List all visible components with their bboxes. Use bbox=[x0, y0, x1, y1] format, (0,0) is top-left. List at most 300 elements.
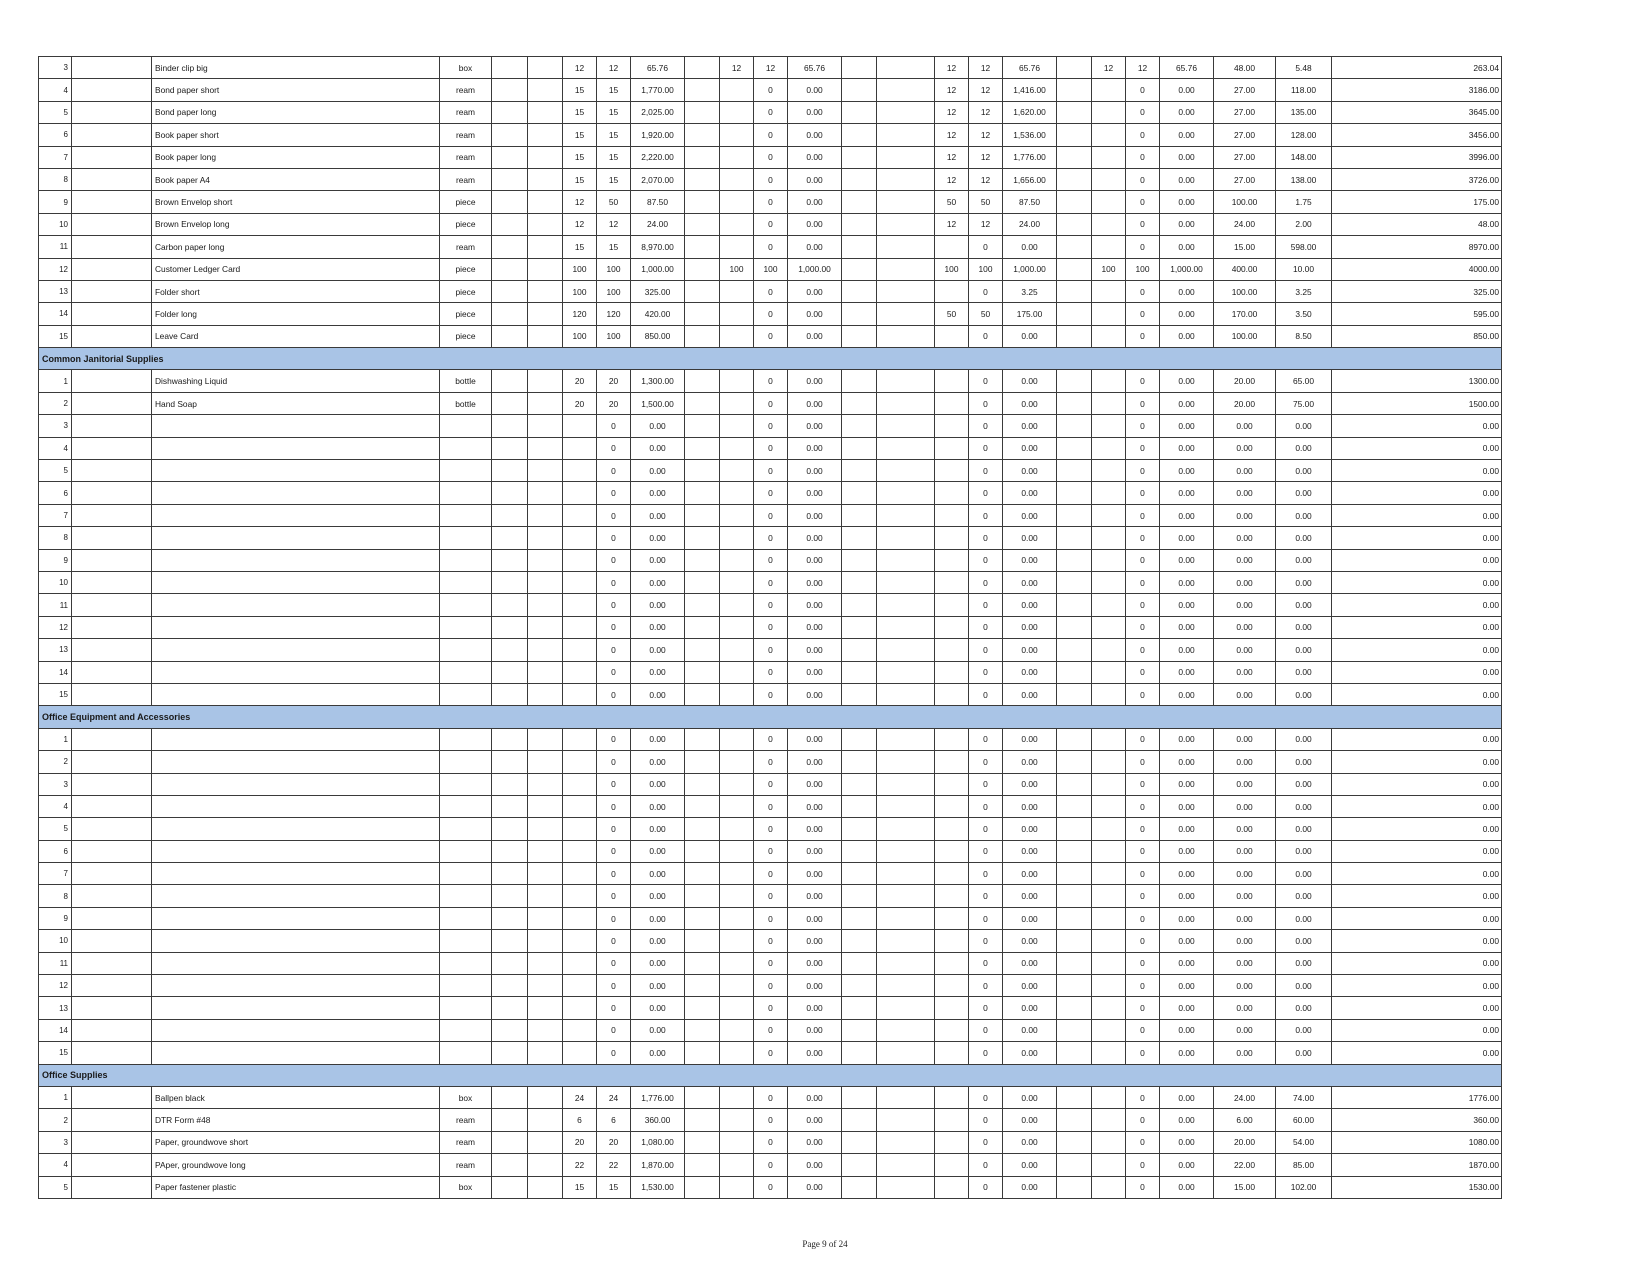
table-cell: 24.00 bbox=[1214, 213, 1276, 235]
row-total: 0.00 bbox=[1332, 773, 1502, 795]
table-cell: 0.00 bbox=[1160, 325, 1214, 347]
table-cell bbox=[842, 213, 877, 235]
table-cell bbox=[877, 728, 935, 750]
table-row bbox=[39, 236, 1502, 258]
table-cell bbox=[492, 124, 528, 146]
table-row bbox=[39, 728, 1502, 750]
table-cell bbox=[685, 1042, 720, 1064]
table-cell: 0 bbox=[754, 863, 788, 885]
row-number: 8 bbox=[39, 885, 72, 907]
table-cell: 120 bbox=[597, 303, 631, 325]
table-cell: 0.00 bbox=[1276, 437, 1332, 459]
table-cell: 22.00 bbox=[1214, 1154, 1276, 1176]
table-cell: 102.00 bbox=[1276, 1176, 1332, 1198]
table-cell: 0.00 bbox=[788, 303, 842, 325]
table-cell: 0 bbox=[1126, 460, 1160, 482]
table-cell: 0.00 bbox=[1276, 997, 1332, 1019]
table-cell: 0.00 bbox=[1214, 975, 1276, 997]
table-cell: 0 bbox=[969, 885, 1003, 907]
category-label: Office Supplies bbox=[39, 1064, 1502, 1086]
table-cell bbox=[935, 661, 969, 683]
table-cell bbox=[935, 392, 969, 414]
row-number: 7 bbox=[39, 504, 72, 526]
table-cell bbox=[1057, 795, 1092, 817]
table-cell: 0 bbox=[597, 616, 631, 638]
table-cell: 120 bbox=[563, 303, 597, 325]
row-total: 0.00 bbox=[1332, 930, 1502, 952]
table-cell: 0.00 bbox=[631, 549, 685, 571]
table-cell: 0.00 bbox=[788, 79, 842, 101]
row-total: 0.00 bbox=[1332, 1019, 1502, 1041]
table-cell: 12 bbox=[754, 57, 788, 79]
table-cell: 0.00 bbox=[1276, 930, 1332, 952]
row-total: 0.00 bbox=[1332, 795, 1502, 817]
table-cell bbox=[842, 482, 877, 504]
table-cell: 0 bbox=[597, 818, 631, 840]
table-cell: 0 bbox=[754, 795, 788, 817]
row-total: 0.00 bbox=[1332, 504, 1502, 526]
table-cell: 0 bbox=[1126, 728, 1160, 750]
table-cell bbox=[685, 1154, 720, 1176]
table-cell bbox=[877, 1131, 935, 1153]
row-total: 0.00 bbox=[1332, 482, 1502, 504]
table-cell bbox=[440, 863, 492, 885]
table-cell: 2,025.00 bbox=[631, 101, 685, 123]
table-cell: 15 bbox=[597, 1176, 631, 1198]
table-cell: 0 bbox=[754, 930, 788, 952]
table-row bbox=[39, 683, 1502, 705]
table-cell bbox=[720, 482, 754, 504]
table-cell: 0.00 bbox=[1003, 1176, 1057, 1198]
table-cell: 15 bbox=[563, 1176, 597, 1198]
table-cell bbox=[1057, 616, 1092, 638]
table-cell bbox=[1057, 751, 1092, 773]
table-cell: 0.00 bbox=[1160, 236, 1214, 258]
table-cell: 0 bbox=[969, 594, 1003, 616]
table-cell bbox=[528, 728, 563, 750]
table-cell bbox=[72, 482, 152, 504]
table-cell: 0.00 bbox=[1160, 751, 1214, 773]
table-cell bbox=[440, 1019, 492, 1041]
table-cell bbox=[440, 930, 492, 952]
table-cell: 65.76 bbox=[1160, 57, 1214, 79]
table-cell bbox=[935, 594, 969, 616]
table-cell: 0.00 bbox=[788, 616, 842, 638]
table-cell: 0.00 bbox=[1214, 549, 1276, 571]
table-cell: 0.00 bbox=[631, 952, 685, 974]
table-cell: 0.00 bbox=[788, 437, 842, 459]
table-cell bbox=[528, 997, 563, 1019]
table-cell bbox=[842, 370, 877, 392]
table-cell bbox=[72, 1131, 152, 1153]
table-cell: 0.00 bbox=[1003, 415, 1057, 437]
table-cell: 135.00 bbox=[1276, 101, 1332, 123]
table-row bbox=[39, 168, 1502, 190]
table-cell: 0.00 bbox=[788, 1042, 842, 1064]
table-cell: 0.00 bbox=[1160, 907, 1214, 929]
table-cell: 12 bbox=[969, 101, 1003, 123]
table-cell: 12 bbox=[969, 57, 1003, 79]
table-cell bbox=[1092, 549, 1126, 571]
row-number: 6 bbox=[39, 124, 72, 146]
table-cell: 0 bbox=[1126, 482, 1160, 504]
table-cell bbox=[685, 661, 720, 683]
item-unit: piece bbox=[440, 213, 492, 235]
table-cell bbox=[528, 639, 563, 661]
table-cell: 0 bbox=[754, 885, 788, 907]
table-cell bbox=[685, 1176, 720, 1198]
row-number: 4 bbox=[39, 79, 72, 101]
table-cell: 0.00 bbox=[1214, 795, 1276, 817]
table-cell bbox=[842, 1086, 877, 1108]
table-cell bbox=[1092, 482, 1126, 504]
table-cell: 0 bbox=[1126, 191, 1160, 213]
table-cell: 0 bbox=[754, 325, 788, 347]
item-description: Paper fastener plastic bbox=[152, 1176, 440, 1198]
table-row bbox=[39, 907, 1502, 929]
item-unit: box bbox=[440, 57, 492, 79]
table-cell: 0.00 bbox=[1003, 997, 1057, 1019]
table-cell bbox=[528, 1042, 563, 1064]
table-cell: 0 bbox=[1126, 1176, 1160, 1198]
table-cell bbox=[685, 952, 720, 974]
table-cell: 0 bbox=[969, 751, 1003, 773]
table-cell: 0.00 bbox=[1003, 639, 1057, 661]
table-cell bbox=[1057, 952, 1092, 974]
row-total: 0.00 bbox=[1332, 571, 1502, 593]
row-number: 11 bbox=[39, 952, 72, 974]
table-cell bbox=[685, 57, 720, 79]
row-total: 8970.00 bbox=[1332, 236, 1502, 258]
table-cell: 1,000.00 bbox=[1003, 258, 1057, 280]
table-cell: 0.00 bbox=[788, 728, 842, 750]
table-cell bbox=[720, 303, 754, 325]
table-cell bbox=[528, 303, 563, 325]
table-cell: 1,536.00 bbox=[1003, 124, 1057, 146]
table-cell: 0 bbox=[969, 863, 1003, 885]
table-cell: 0 bbox=[1126, 1042, 1160, 1064]
table-cell: 0.00 bbox=[1160, 460, 1214, 482]
table-cell: 0 bbox=[754, 818, 788, 840]
table-cell: 0.00 bbox=[1003, 571, 1057, 593]
table-cell: 0 bbox=[1126, 773, 1160, 795]
table-cell bbox=[842, 997, 877, 1019]
table-cell: 0 bbox=[969, 1154, 1003, 1176]
table-cell: 12 bbox=[597, 57, 631, 79]
table-cell bbox=[1092, 1176, 1126, 1198]
table-cell bbox=[1092, 1019, 1126, 1041]
row-total: 1500.00 bbox=[1332, 392, 1502, 414]
table-cell bbox=[935, 571, 969, 593]
table-cell: 0.00 bbox=[1160, 975, 1214, 997]
table-cell bbox=[72, 661, 152, 683]
item-description: Book paper long bbox=[152, 146, 440, 168]
table-cell bbox=[935, 1086, 969, 1108]
table-cell bbox=[685, 527, 720, 549]
table-cell bbox=[1092, 952, 1126, 974]
table-cell: 0.00 bbox=[1160, 124, 1214, 146]
table-cell bbox=[528, 1109, 563, 1131]
table-cell bbox=[492, 639, 528, 661]
table-cell: 0.00 bbox=[631, 907, 685, 929]
table-cell bbox=[492, 661, 528, 683]
table-cell: 6 bbox=[563, 1109, 597, 1131]
table-cell bbox=[492, 325, 528, 347]
table-cell: 118.00 bbox=[1276, 79, 1332, 101]
table-cell bbox=[935, 1154, 969, 1176]
table-cell bbox=[1057, 236, 1092, 258]
table-cell: 0.00 bbox=[1003, 930, 1057, 952]
table-cell: 0 bbox=[754, 571, 788, 593]
table-row bbox=[39, 930, 1502, 952]
table-cell bbox=[877, 527, 935, 549]
table-cell bbox=[492, 213, 528, 235]
table-cell bbox=[720, 728, 754, 750]
table-cell: 0 bbox=[1126, 594, 1160, 616]
table-cell: 0 bbox=[969, 616, 1003, 638]
table-cell bbox=[528, 460, 563, 482]
table-cell bbox=[685, 504, 720, 526]
item-description: Binder clip big bbox=[152, 57, 440, 79]
table-cell: 0 bbox=[597, 415, 631, 437]
table-cell: 0 bbox=[969, 818, 1003, 840]
table-cell: 0.00 bbox=[1276, 975, 1332, 997]
table-cell bbox=[842, 280, 877, 302]
table-cell bbox=[152, 728, 440, 750]
table-cell bbox=[440, 952, 492, 974]
table-cell: 0 bbox=[969, 527, 1003, 549]
table-cell: 0.00 bbox=[1214, 594, 1276, 616]
table-cell bbox=[877, 795, 935, 817]
row-number: 14 bbox=[39, 303, 72, 325]
table-cell bbox=[685, 639, 720, 661]
table-cell bbox=[720, 683, 754, 705]
table-cell bbox=[528, 79, 563, 101]
table-cell: 0.00 bbox=[788, 840, 842, 862]
table-cell: 15 bbox=[563, 168, 597, 190]
table-cell: 0.00 bbox=[1276, 460, 1332, 482]
table-cell: 0 bbox=[1126, 124, 1160, 146]
table-cell bbox=[877, 303, 935, 325]
table-cell bbox=[685, 751, 720, 773]
table-row bbox=[39, 661, 1502, 683]
row-total: 0.00 bbox=[1332, 952, 1502, 974]
row-number: 10 bbox=[39, 213, 72, 235]
table-cell: 0.00 bbox=[788, 639, 842, 661]
table-cell: 0.00 bbox=[1214, 997, 1276, 1019]
table-cell bbox=[72, 168, 152, 190]
table-cell: 0 bbox=[754, 683, 788, 705]
table-cell: 0 bbox=[754, 415, 788, 437]
table-cell: 0 bbox=[969, 1109, 1003, 1131]
table-cell bbox=[685, 392, 720, 414]
table-cell bbox=[528, 1019, 563, 1041]
row-total: 325.00 bbox=[1332, 280, 1502, 302]
table-cell: 0.00 bbox=[1276, 549, 1332, 571]
table-cell bbox=[528, 437, 563, 459]
table-cell bbox=[877, 1154, 935, 1176]
row-number: 5 bbox=[39, 1176, 72, 1198]
item-unit: piece bbox=[440, 303, 492, 325]
table-cell: 0.00 bbox=[631, 728, 685, 750]
table-cell bbox=[1057, 1176, 1092, 1198]
table-cell bbox=[1092, 213, 1126, 235]
table-cell: 12 bbox=[969, 168, 1003, 190]
table-cell bbox=[72, 952, 152, 974]
table-cell: 1,920.00 bbox=[631, 124, 685, 146]
table-cell bbox=[720, 863, 754, 885]
table-cell bbox=[720, 370, 754, 392]
page-footer: Page 9 of 24 bbox=[802, 1239, 848, 1249]
table-cell bbox=[935, 1109, 969, 1131]
table-cell bbox=[1092, 527, 1126, 549]
table-cell bbox=[492, 1086, 528, 1108]
table-cell bbox=[935, 818, 969, 840]
table-cell: 325.00 bbox=[631, 280, 685, 302]
table-cell bbox=[1057, 57, 1092, 79]
table-cell bbox=[152, 683, 440, 705]
table-cell: 0.00 bbox=[1160, 415, 1214, 437]
table-cell bbox=[528, 863, 563, 885]
table-cell bbox=[1092, 303, 1126, 325]
table-cell bbox=[152, 549, 440, 571]
table-cell: 0 bbox=[1126, 1154, 1160, 1176]
table-cell: 0.00 bbox=[1160, 818, 1214, 840]
row-total: 0.00 bbox=[1332, 728, 1502, 750]
table-cell bbox=[685, 191, 720, 213]
table-cell: 0.00 bbox=[788, 460, 842, 482]
table-cell: 0.00 bbox=[1276, 482, 1332, 504]
table-cell: 0.00 bbox=[1214, 840, 1276, 862]
table-row bbox=[39, 571, 1502, 593]
table-row bbox=[39, 1019, 1502, 1041]
table-cell bbox=[492, 975, 528, 997]
table-cell bbox=[152, 661, 440, 683]
table-cell bbox=[1092, 997, 1126, 1019]
table-cell bbox=[72, 325, 152, 347]
table-cell bbox=[720, 460, 754, 482]
table-cell: 2.00 bbox=[1276, 213, 1332, 235]
table-cell bbox=[1092, 683, 1126, 705]
table-cell: 0.00 bbox=[1276, 594, 1332, 616]
table-cell: 12 bbox=[969, 79, 1003, 101]
table-cell bbox=[72, 1176, 152, 1198]
row-total: 0.00 bbox=[1332, 885, 1502, 907]
table-cell: 0.00 bbox=[1003, 661, 1057, 683]
table-cell bbox=[1057, 1109, 1092, 1131]
table-cell bbox=[492, 1109, 528, 1131]
table-cell: 3.25 bbox=[1276, 280, 1332, 302]
table-cell bbox=[528, 191, 563, 213]
table-cell bbox=[877, 840, 935, 862]
table-cell bbox=[1092, 885, 1126, 907]
table-cell bbox=[877, 370, 935, 392]
table-cell bbox=[842, 303, 877, 325]
table-row bbox=[39, 997, 1502, 1019]
table-cell bbox=[877, 146, 935, 168]
table-cell bbox=[492, 751, 528, 773]
table-cell: 0.00 bbox=[1160, 1131, 1214, 1153]
table-cell: 0 bbox=[597, 683, 631, 705]
supplies-table bbox=[38, 56, 1502, 1199]
row-total: 0.00 bbox=[1332, 863, 1502, 885]
table-cell bbox=[1057, 818, 1092, 840]
table-cell bbox=[842, 1109, 877, 1131]
table-cell: 0 bbox=[969, 661, 1003, 683]
table-cell bbox=[720, 415, 754, 437]
table-cell bbox=[1057, 975, 1092, 997]
table-cell bbox=[492, 504, 528, 526]
table-cell: 0.00 bbox=[631, 1019, 685, 1041]
table-cell bbox=[720, 101, 754, 123]
table-cell bbox=[72, 594, 152, 616]
table-cell bbox=[1092, 236, 1126, 258]
table-cell: 50 bbox=[597, 191, 631, 213]
table-cell: 0.00 bbox=[1003, 1154, 1057, 1176]
table-cell bbox=[842, 840, 877, 862]
row-total: 0.00 bbox=[1332, 840, 1502, 862]
row-number: 4 bbox=[39, 1154, 72, 1176]
table-cell: 0 bbox=[754, 213, 788, 235]
table-cell: 0 bbox=[597, 863, 631, 885]
table-cell: 0.00 bbox=[1276, 415, 1332, 437]
table-cell: 0.00 bbox=[1003, 975, 1057, 997]
table-cell: 598.00 bbox=[1276, 236, 1332, 258]
table-cell bbox=[1092, 930, 1126, 952]
row-number: 3 bbox=[39, 773, 72, 795]
table-cell bbox=[685, 594, 720, 616]
row-number: 2 bbox=[39, 1109, 72, 1131]
table-cell: 0.00 bbox=[1160, 527, 1214, 549]
table-cell: 1,300.00 bbox=[631, 370, 685, 392]
table-cell bbox=[152, 571, 440, 593]
table-cell: 100 bbox=[597, 325, 631, 347]
table-cell: 0.00 bbox=[1276, 661, 1332, 683]
table-cell: 0 bbox=[754, 527, 788, 549]
table-cell: 0.00 bbox=[1160, 370, 1214, 392]
table-cell: 12 bbox=[1126, 57, 1160, 79]
table-cell: 0 bbox=[1126, 863, 1160, 885]
table-cell bbox=[720, 661, 754, 683]
table-cell: 0.00 bbox=[788, 1176, 842, 1198]
table-cell bbox=[877, 124, 935, 146]
table-cell: 0 bbox=[969, 571, 1003, 593]
table-cell: 15 bbox=[597, 101, 631, 123]
row-number: 2 bbox=[39, 751, 72, 773]
table-cell bbox=[563, 616, 597, 638]
table-cell bbox=[72, 213, 152, 235]
table-cell bbox=[685, 863, 720, 885]
table-cell bbox=[685, 818, 720, 840]
table-cell: 100.00 bbox=[1214, 325, 1276, 347]
table-cell bbox=[152, 997, 440, 1019]
table-cell bbox=[440, 907, 492, 929]
table-cell bbox=[1092, 1109, 1126, 1131]
table-cell bbox=[842, 795, 877, 817]
table-cell bbox=[877, 975, 935, 997]
table-cell: 15 bbox=[563, 124, 597, 146]
table-cell bbox=[1092, 1154, 1126, 1176]
table-cell bbox=[528, 236, 563, 258]
table-cell: 0.00 bbox=[788, 527, 842, 549]
table-cell: 0.00 bbox=[788, 370, 842, 392]
table-cell bbox=[528, 907, 563, 929]
table-cell bbox=[528, 325, 563, 347]
table-cell bbox=[685, 460, 720, 482]
item-unit: piece bbox=[440, 280, 492, 302]
table-cell bbox=[1057, 79, 1092, 101]
table-cell: 0.00 bbox=[631, 997, 685, 1019]
